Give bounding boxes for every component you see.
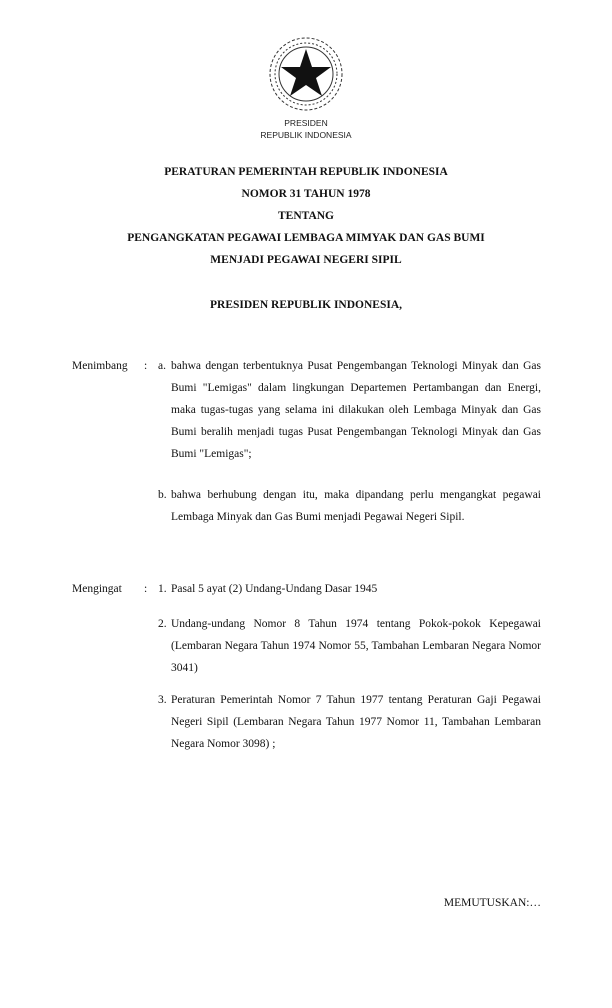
- mengingat-label: Mengingat: [72, 583, 122, 595]
- document-subject-1: PENGANGKATAN PEGAWAI LEMBAGA MIMYAK DAN GAS BUMI: [127, 232, 485, 244]
- document-tentang: TENTANG: [277, 210, 335, 222]
- mengingat-2-text: Undang-undang Nomor 8 Tahun 1974 tentang Pokok-pokok Kepegawai (Lembaran Negara Tahun 1974 Nomor 55, Tambahan Lembaran Negara Nomor 3041): [171, 618, 541, 674]
- menimbang-label: Menimbang: [72, 360, 128, 372]
- mengingat-1-text: Pasal 5 ayat (2) Undang-Undang Dasar 1945: [171, 583, 378, 595]
- emblem-caption-presiden: PRESIDEN: [284, 118, 328, 128]
- mengingat-colon: :: [144, 583, 148, 595]
- document-subject-2: MENJADI PEGAWAI NEGERI SIPIL: [210, 254, 402, 266]
- mengingat-1-marker: 1.: [158, 583, 167, 595]
- document-title: PERATURAN PEMERINTAH REPUBLIK INDONESIA: [164, 166, 448, 178]
- president-heading: PRESIDEN REPUBLIK INDONESIA,: [209, 299, 403, 311]
- presidential-emblem-icon: [266, 34, 346, 114]
- mengingat-2-marker: 2.: [158, 618, 167, 630]
- continuation-text: MEMUTUSKAN:…: [443, 897, 541, 909]
- document-number: NOMOR 31 TAHUN 1978: [241, 188, 371, 200]
- mengingat-3-text: Peraturan Pemerintah Nomor 7 Tahun 1977 tentang Peraturan Gaji Pegawai Negeri Sipil (Lembaran Negara Tahun 1977 Nomor 11, Tambahan Lembaran Negara Nomor 3098) ;: [171, 694, 541, 750]
- menimbang-b-text: bahwa berhubung dengan itu, maka dipandang perlu mengangkat pegawai Lembaga Minyak dan Gas Bumi menjadi Pegawai Negeri Sipil.: [171, 489, 541, 523]
- menimbang-a-text: bahwa dengan terbentuknya Pusat Pengembangan Teknologi Minyak dan Gas Bumi "Lemigas" dalam lingkungan Departemen Pertambangan dan Energi, maka tugas-tugas yang selama ini dilakukan oleh Lembaga Minyak dan Gas Bumi beralih menjadi tugas Pusat Pengembangan Teknologi Minyak dan Gas Bumi "Lemigas";: [171, 360, 541, 460]
- menimbang-a-marker: a.: [158, 360, 166, 372]
- emblem-caption-republik: REPUBLIK INDONESIA: [260, 130, 352, 140]
- menimbang-colon: :: [144, 360, 148, 372]
- menimbang-b-marker: b.: [158, 489, 167, 501]
- mengingat-3-marker: 3.: [158, 694, 167, 706]
